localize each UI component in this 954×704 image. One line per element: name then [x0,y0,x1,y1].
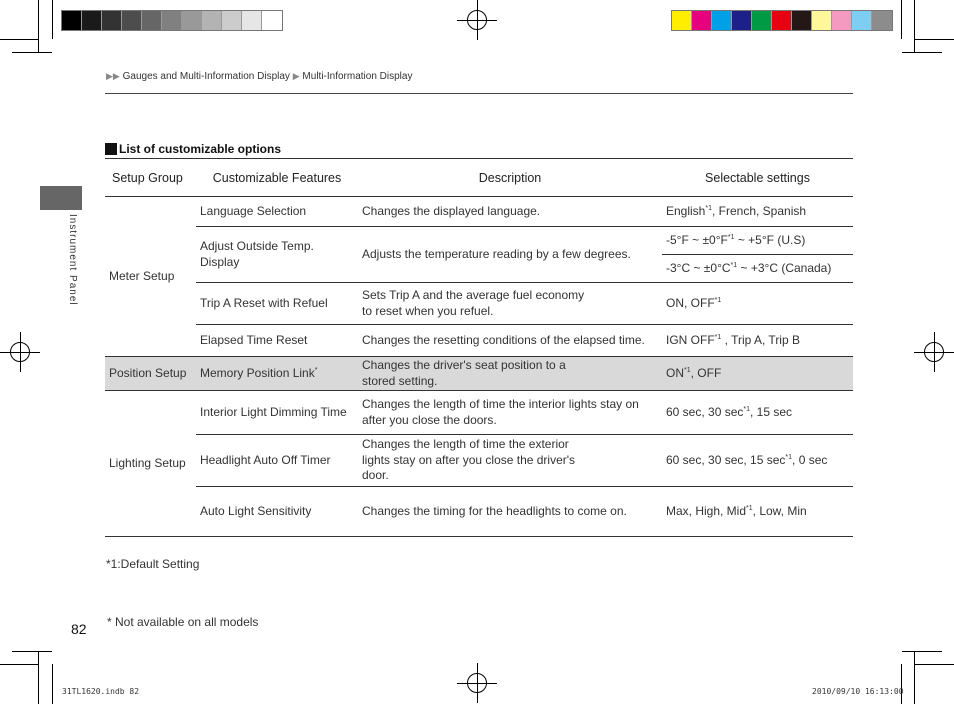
color-swatch [732,11,752,30]
color-swatch [82,11,102,30]
feature-cell: Memory Position Link* [196,357,358,391]
setting-cell: -3°C ~ $\pm 0^\circ C^{*1}$ ~ +3°C (Canada) [662,255,853,283]
setting-cell: 60 sec, 30 $\sec^{*1}$, 15 sec [662,391,853,435]
footnote-default-setting: *1:Default Setting [106,557,200,571]
feature-cell: Adjust Outside Temp. Display [196,227,358,283]
group-cell-meter: Meter Setup [105,197,196,357]
color-swatch [692,11,712,30]
color-swatch [712,11,732,30]
color-swatch [752,11,772,30]
feature-cell: Trip A Reset with Refuel [196,283,358,325]
description-cell: Changes the timing for the headlights to come on. [358,487,662,537]
description-cell: Changes the driver's seat position to a stored setting. [358,357,662,391]
color-swatch [262,11,282,30]
footnote-availability: * Not available on all models [107,615,259,629]
description-cell: Changes the length of time the interior lights stay on after you close the doors. [358,391,662,435]
description-cell: Adjusts the temperature reading by a few degrees. [358,227,662,283]
print-slug-file: 31TL1620.indb 82 [62,687,140,696]
color-swatch [852,11,872,30]
setting-cell: ON, OFF$^{*1}$ [662,283,853,325]
color-swatch [62,11,82,30]
setting-cell: ON$^{*1}$, OFF [662,357,853,391]
table-row [105,487,853,537]
color-swatch [872,11,892,30]
side-tab-marker [40,186,82,210]
table-row [105,325,853,357]
color-swatch [242,11,262,30]
table-row [105,435,853,487]
description-cell: Changes the length of time the exterior lights stay on after you close the driver's door. [358,435,662,487]
column-header-settings: Selectable settings [662,159,853,197]
color-swatch [772,11,792,30]
feature-cell: Interior Light Dimming Time [196,391,358,435]
description-cell: Sets Trip A and the average fuel economy to reset when you refuel. [358,283,662,325]
setting-cell: Max, High, Mid$^{*1}$, Low, Min [662,487,853,537]
feature-cell: Language Selection [196,197,358,227]
setting-cell: IGN OFF$^{*1}$ , Trip A, Trip B [662,325,853,357]
page-number: 82 [71,621,87,637]
group-cell-lighting: Lighting Setup [105,391,196,537]
setting-cell: English$^{*1}$, French, Spanish [662,197,853,227]
breadcrumb [106,71,412,82]
color-swatch [222,11,242,30]
description-cell: Changes the displayed language. [358,197,662,227]
feature-cell: Headlight Auto Off Timer [196,435,358,487]
color-swatch [832,11,852,30]
setting-cell: 60 sec, 30 sec, 15 $\sec^{*1}$, 0 sec [662,435,853,487]
section-title [105,142,281,156]
breadcrumb-item[interactable]: Multi-Information Display [302,71,413,82]
section-title-text: List of customizable options [119,142,282,156]
color-swatch [122,11,142,30]
color-swatch [142,11,162,30]
color-swatch [162,11,182,30]
header-divider [105,93,853,94]
table-row [105,227,853,255]
side-tab-label: Instrument Panel [67,214,78,306]
table-row [105,283,853,325]
table-header-row [105,159,853,197]
print-slug-timestamp: 2010/09/10 16:13:00 [812,687,904,696]
group-cell-position: Position Setup [105,357,196,391]
grayscale-swatch-bar [61,10,283,31]
table-row [105,197,853,227]
color-swatch [182,11,202,30]
table-row [105,391,853,435]
color-swatch-bar [671,10,893,31]
description-cell: Changes the resetting conditions of the elapsed time. [358,325,662,357]
color-swatch [202,11,222,30]
setting-cell: -5°F ~ $\pm 0^\circ F^{*1}$ ~ +5°F (U.S) [662,227,853,255]
column-header-features: Customizable Features [196,159,358,197]
color-swatch [102,11,122,30]
column-header-description: Description [358,159,662,197]
color-swatch [812,11,832,30]
feature-cell: Elapsed Time Reset [196,325,358,357]
color-swatch [672,11,692,30]
breadcrumb-item[interactable]: Gauges and Multi-Information Display [122,71,290,82]
table-row-highlighted [105,357,853,391]
square-bullet-icon [105,143,117,155]
customizable-options-table [105,158,853,537]
color-swatch [792,11,812,30]
triangle-right-icon: ▶ [292,71,300,81]
column-header-setup-group: Setup Group [105,159,196,197]
triangle-right-icon: ▶▶ [106,71,120,81]
feature-cell: Auto Light Sensitivity [196,487,358,537]
